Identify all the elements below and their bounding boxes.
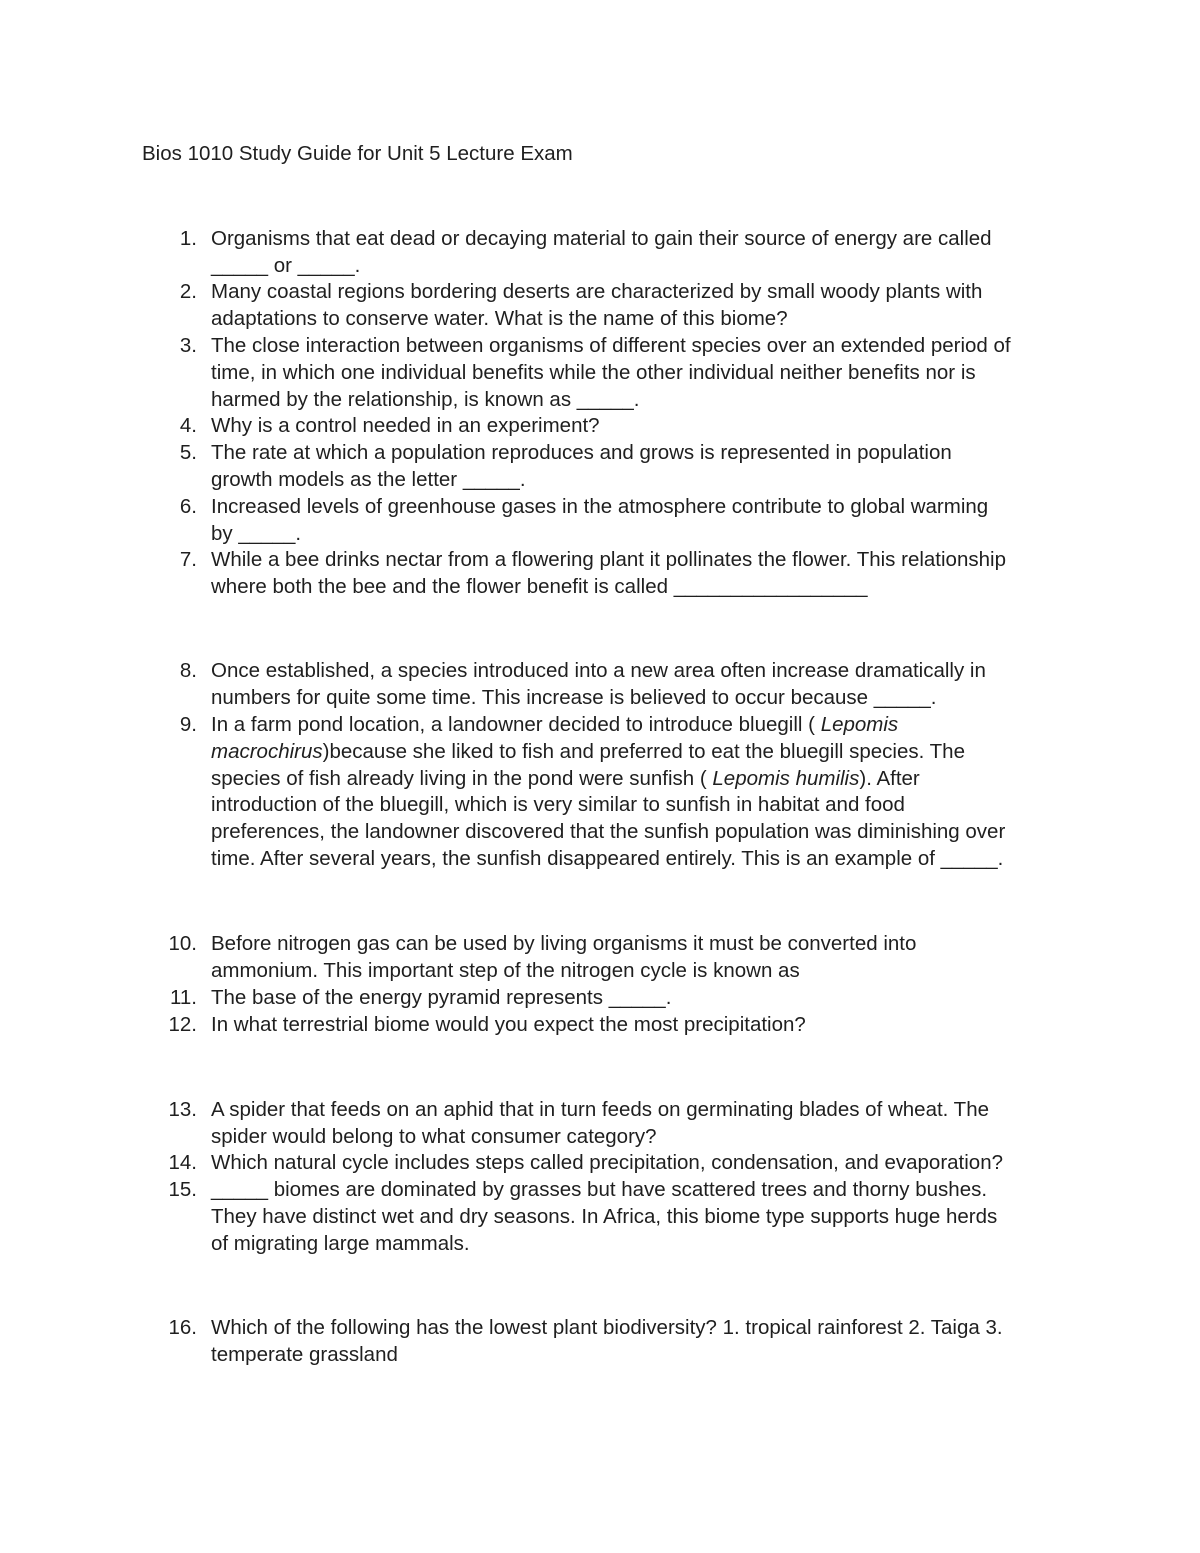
question-number: 14. — [168, 1151, 197, 1174]
question-text: The rate at which a population reproduces and grows is represented in population growth models as the letter _____. — [211, 441, 952, 491]
question-number: 9. — [179, 713, 197, 736]
question-text: _____ biomes are dominated by grasses but have scattered trees and thorny bushes. They have distinct wet and dry seasons. In Africa, this biome type supports huge herds of migrating large mammals. — [211, 1178, 998, 1255]
question-number: 1. — [179, 227, 197, 250]
question-number: 5. — [179, 441, 197, 464]
question-number: 15. — [168, 1178, 197, 1201]
question-text: Which of the following has the lowest plant biodiversity? 1. tropical rainforest 2. Taiga 3. temperate grassland — [211, 1316, 1003, 1366]
question-text-part: ). After introduction of the bluegill, which is very similar to sunfish in habitat and food preferences, the landowner discovered that the sunfish population was diminishing over time. After several years, the sunfish disappeared entirely. This is an example of _____. — [211, 766, 1006, 870]
question-text: Organisms that eat dead or decaying material to gain their source of energy are called _____ or _____. — [211, 227, 992, 277]
question-number: 10. — [168, 932, 197, 955]
species-name-bluegill: Lepomis macrochirus — [211, 713, 899, 763]
question-text: The close interaction between organisms of different species over an extended period of time, in which one individual benefits while the other individual neither benefits nor is harmed by the relationship, is known as _____. — [211, 334, 1011, 411]
question-number: 16. — [168, 1316, 197, 1339]
question-number: 6. — [179, 495, 197, 518]
document-title: Bios 1010 Study Guide for Unit 5 Lecture Exam — [142, 142, 573, 165]
question-number: 7. — [179, 548, 197, 571]
question-number: 11. — [170, 986, 197, 1009]
question-text-part: In a farm pond location, a landowner decided to introduce bluegill ( — [211, 713, 821, 736]
question-text — [211, 712, 1071, 873]
question-text: Increased levels of greenhouse gases in the atmosphere contribute to global warming by _____. — [211, 495, 989, 545]
question-number: 13. — [168, 1098, 197, 1121]
question-text: The base of the energy pyramid represents _____. — [211, 986, 672, 1009]
question-text: In what terrestrial biome would you expect the most precipitation? — [211, 1013, 806, 1036]
question-text: Once established, a species introduced into a new area often increase dramatically in numbers for quite some time. This increase is believed to occur because _____. — [211, 659, 986, 709]
question-text: Many coastal regions bordering deserts are characterized by small woody plants with adaptations to conserve water. What is the name of this biome? — [211, 280, 983, 330]
question-text: While a bee drinks nectar from a flowering plant it pollinates the flower. This relationship where both the bee and the flower benefit is called _________________ — [211, 548, 1006, 598]
question-number: 12. — [168, 1013, 197, 1036]
question-text: Why is a control needed in an experiment? — [211, 414, 600, 437]
question-number: 3. — [179, 334, 197, 357]
question-text: A spider that feeds on an aphid that in turn feeds on germinating blades of wheat. The spider would belong to what consumer category? — [211, 1098, 990, 1148]
question-number: 4. — [179, 414, 197, 437]
question-number: 8. — [179, 659, 197, 682]
question-text: Before nitrogen gas can be used by living organisms it must be converted into ammonium. This important step of the nitrogen cycle is known as — [211, 932, 917, 982]
species-name-sunfish: Lepomis humilis — [712, 766, 860, 790]
question-number: 2. — [179, 280, 197, 303]
question-text: Which natural cycle includes steps called precipitation, condensation, and evaporation? — [211, 1151, 1004, 1174]
question-text-part: )because she liked to fish and preferred to eat the bluegill species. The species of fish already living in the pond were sunfish ( — [211, 739, 965, 790]
